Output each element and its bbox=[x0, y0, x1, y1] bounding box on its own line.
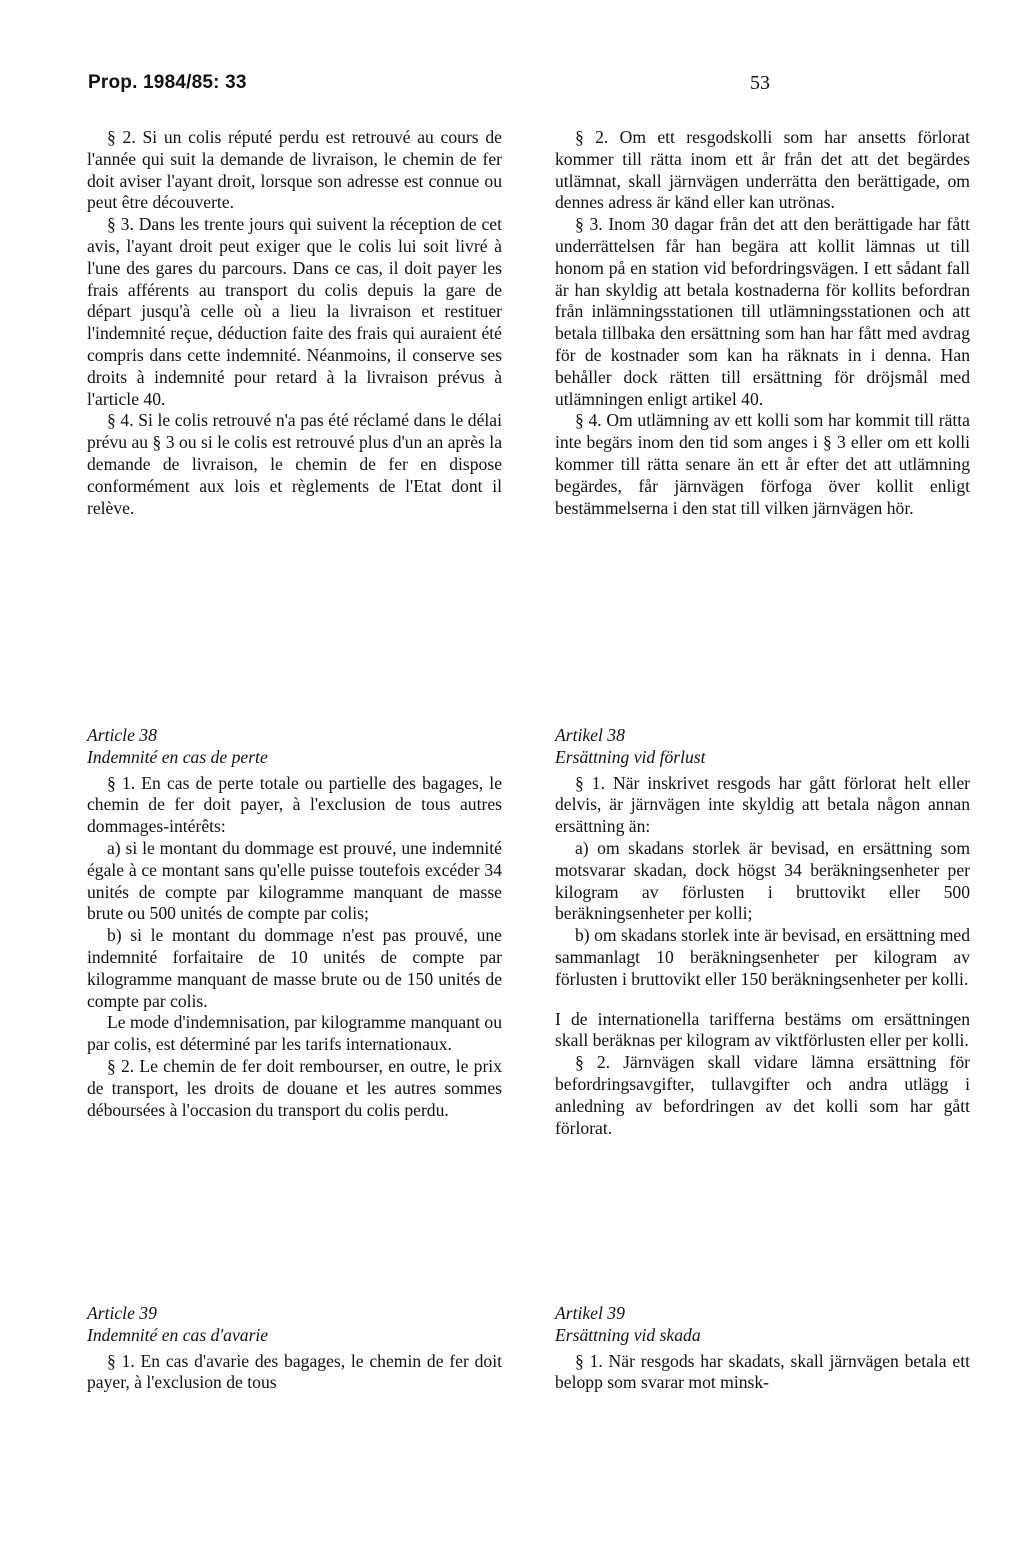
fr-article-38-title: Article 38 bbox=[87, 725, 157, 745]
sv-artikel-38-title: Artikel 38 bbox=[555, 725, 625, 745]
fr-art38-paragraph-1: § 1. En cas de perte totale ou partielle des bagages, le chemin de fer doit payer, à l'exclusion de tous autres dommages-intérêts: bbox=[87, 772, 502, 837]
fr-art38-paragraph-b: b) si le montant du dommage n'est pas prouvé, une indemnité forfaitaire de 10 unités de compte par kilogramme manquant de masse brute ou de 150 unités de compte par colis. bbox=[87, 925, 502, 1011]
fr-paragraph-s4: § 4. Si le colis retrouvé n'a pas été réclamé dans le délai prévu au § 3 ou si le colis est retrouvé plus d'un an après la demande de livraison, le chemin de fer en dispose conformément aux lois et règlements de l'Etat dont il relève. bbox=[87, 410, 502, 518]
fr-article-39 bbox=[87, 1303, 502, 1394]
fr-art38-paragraph-mode: Le mode d'indemnisation, par kilogramme manquant ou par colis, est déterminé par les tarifs internationaux. bbox=[87, 1012, 502, 1055]
fr-paragraph-s3: § 3. Dans les trente jours qui suivent la réception de cet avis, l'ayant droit peut exiger que le colis lui soit livré à l'une des gares du parcours. Dans ce cas, il doit payer les frais afférents au transport du colis depuis la gare de départ jusqu'à celle où a lieu la livraison et restituer l'indemnité reçue, déduction faite des frais qui auraient été compris dans cette indemnité. Néanmoins, il conserve ses droits à indemnité pour retard à la livraison prévus à l'article 40. bbox=[87, 214, 502, 409]
sv-artikel-38 bbox=[555, 725, 970, 1139]
sv-art38-paragraph-b: b) om skadans storlek inte är bevisad, en ersättning med sammanlagt 10 beräkningsenheter per kilogram av förlusten i bruttovikt eller 150 beräkningsenheter per kolli. bbox=[555, 925, 970, 989]
french-column bbox=[87, 127, 502, 519]
document-reference: Prop. 1984/85: 33 bbox=[88, 72, 247, 93]
fr-art38-paragraph-a: a) si le montant du dommage est prouvé, une indemnité égale à ce montant sans qu'elle puisse toutefois excéder 34 unités de compte par kilogramme manquant de masse brute ou 500 unités de compte par colis; bbox=[87, 837, 502, 924]
fr-article-38-subtitle: Indemnité en cas de perte bbox=[87, 746, 268, 767]
sv-artikel-39 bbox=[555, 1303, 970, 1394]
fr-article-39-title: Article 39 bbox=[87, 1303, 157, 1323]
paragraph-spacer bbox=[555, 991, 970, 1009]
swedish-column bbox=[555, 127, 970, 519]
fr-article-39-subtitle: Indemnité en cas d'avarie bbox=[87, 1324, 269, 1345]
fr-art38-paragraph-2: § 2. Le chemin de fer doit rembourser, en outre, le prix de transport, les droits de douane et les autres sommes déboursées à l'occasion du transport du colis perdu. bbox=[87, 1055, 502, 1120]
fr-paragraph-s2: § 2. Si un colis réputé perdu est retrouvé au cours de l'année qui suit la demande de livraison, le chemin de fer doit aviser l'ayant droit, lorsque son adresse est connue ou peut être découverte. bbox=[87, 127, 502, 213]
fr-article-38 bbox=[87, 725, 502, 1121]
sv-art38-paragraph-1: § 1. När inskrivet resgods har gått förlorat helt eller delvis, är järnvägen inte skyldig att betala någon annan ersättning än: bbox=[555, 772, 970, 837]
sv-art38-paragraph-2: § 2. Järnvägen skall vidare lämna ersättning för befordringsavgifter, tullavgifter och andra utlägg i anledning av befordringen av det kolli som har gått förlorat. bbox=[555, 1052, 970, 1138]
sv-paragraph-s2: § 2. Om ett resgodskolli som har ansetts förlorat kommer till rätta inom ett år från det att det begärdes utlämnat, skall järnvägen underrätta den berättigade, om dennes adress är känd eller kan utrönas. bbox=[555, 127, 970, 213]
sv-artikel-39-title: Artikel 39 bbox=[555, 1303, 625, 1323]
page-header bbox=[88, 72, 936, 102]
sv-art39-paragraph-1: § 1. När resgods har skadats, skall järnvägen betala ett belopp som svarar mot minsk- bbox=[555, 1350, 970, 1393]
fr-art39-paragraph-1: § 1. En cas d'avarie des bagages, le chemin de fer doit payer, à l'exclusion de tous bbox=[87, 1350, 502, 1393]
sv-artikel-39-subtitle: Ersättning vid skada bbox=[555, 1324, 701, 1345]
sv-paragraph-s4: § 4. Om utlämning av ett kolli som har kommit till rätta inte begärs inom den tid som anges i § 3 eller om ett kolli kommer till rätta senare än ett år efter det att utlämning begärdes, får järnvägen förfoga över kollit enligt bestämmelserna i den stat till vilken järnvägen hör. bbox=[555, 410, 970, 518]
sv-paragraph-s3: § 3. Inom 30 dagar från det att den berättigade har fått underrättelsen får han begära att kollit lämnas ut till honom på en station vid befordringsvägen. I ett sådant fall är han skyldig att betala kostnaderna för kollits befordran från inlämningsstationen till utlämningsstationen och att betala tillbaka den ersättning som han har fått med avdrag för de kostnader som kan ha räknats in i denna. Han behåller dock rätten till ersättning för dröjsmål med utlämningen enligt artikel 40. bbox=[555, 214, 970, 409]
page-number: 53 bbox=[750, 72, 770, 94]
sv-art38-paragraph-tariff: I de internationella tarifferna bestäms om ersättningen skall beräknas per kilogram av viktförlusten eller per kolli. bbox=[555, 1008, 970, 1051]
sv-artikel-38-subtitle: Ersättning vid förlust bbox=[555, 746, 706, 767]
sv-art38-paragraph-a: a) om skadans storlek är bevisad, en ersättning som motsvarar skadan, dock högst 34 beräkningsenheter per kilogram av förlusten i bruttovikt eller 500 beräkningsenheter per kolli; bbox=[555, 837, 970, 924]
